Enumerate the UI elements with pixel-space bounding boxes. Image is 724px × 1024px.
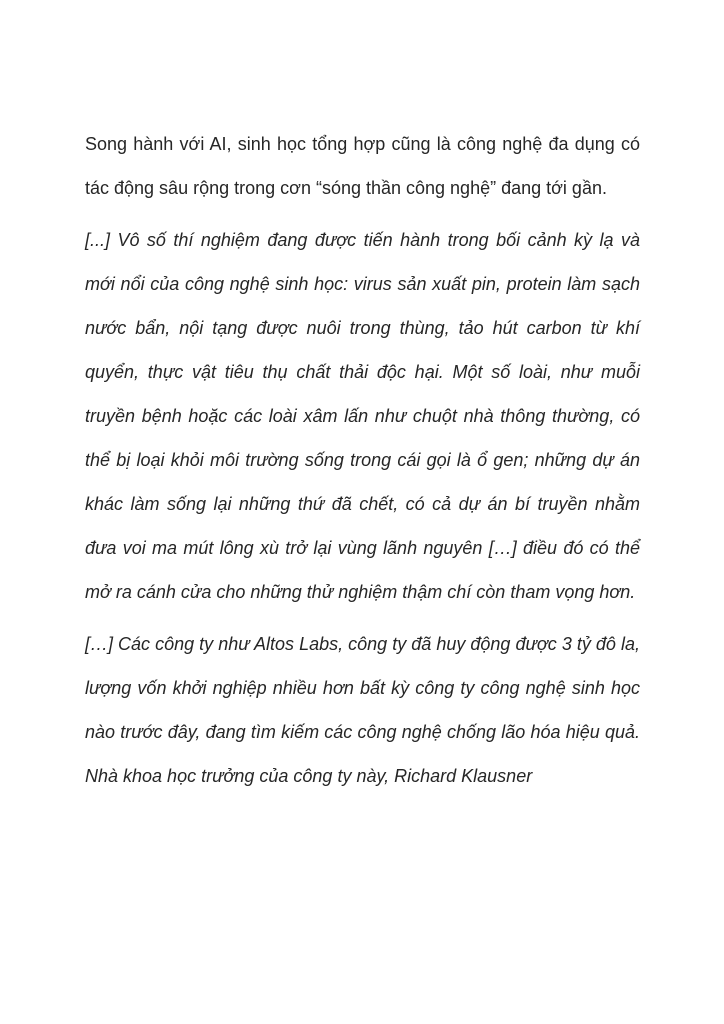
document-page — [85, 122, 640, 806]
paragraph-intro: Song hành với AI, sinh học tổng hợp cũng là công nghệ đa dụng có tác động sâu rộng trong cơn “sóng thần công nghệ” đang tới gần. — [85, 134, 640, 198]
paragraph-quote-biotech-experiments: [...] Vô số thí nghiệm đang được tiến hành trong bối cảnh kỳ lạ và mới nổi của công nghệ sinh học: virus sản xuất pin, protein làm sạch nước bẩn, nội tạng được nuôi trong thùng, tảo hút carbon từ khí quyển, thực vật tiêu thụ chất thải độc hại. Một số loài, như muỗi truyền bệnh hoặc các loài xâm lấn như chuột nhà thông thường, có thể bị loại khỏi môi trường sống trong cái gọi là ổ gen; những dự án khác làm sống lại những thứ đã chết, có cả dự án bí truyền nhằm đưa voi ma mút lông xù trở lại vùng lãnh nguyên […] điều đó có thể mở ra cánh cửa cho những thử nghiệm thậm chí còn tham vọng hơn. — [85, 230, 640, 602]
paragraph-quote-altos-labs: […] Các công ty như Altos Labs, công ty đã huy động được 3 tỷ đô la, lượng vốn khởi nghiệp nhiều hơn bất kỳ công ty công nghệ sinh học nào trước đây, đang tìm kiếm các công nghệ chống lão hóa hiệu quả. Nhà khoa học trưởng của công ty này, Richard Klausner — [85, 634, 640, 786]
